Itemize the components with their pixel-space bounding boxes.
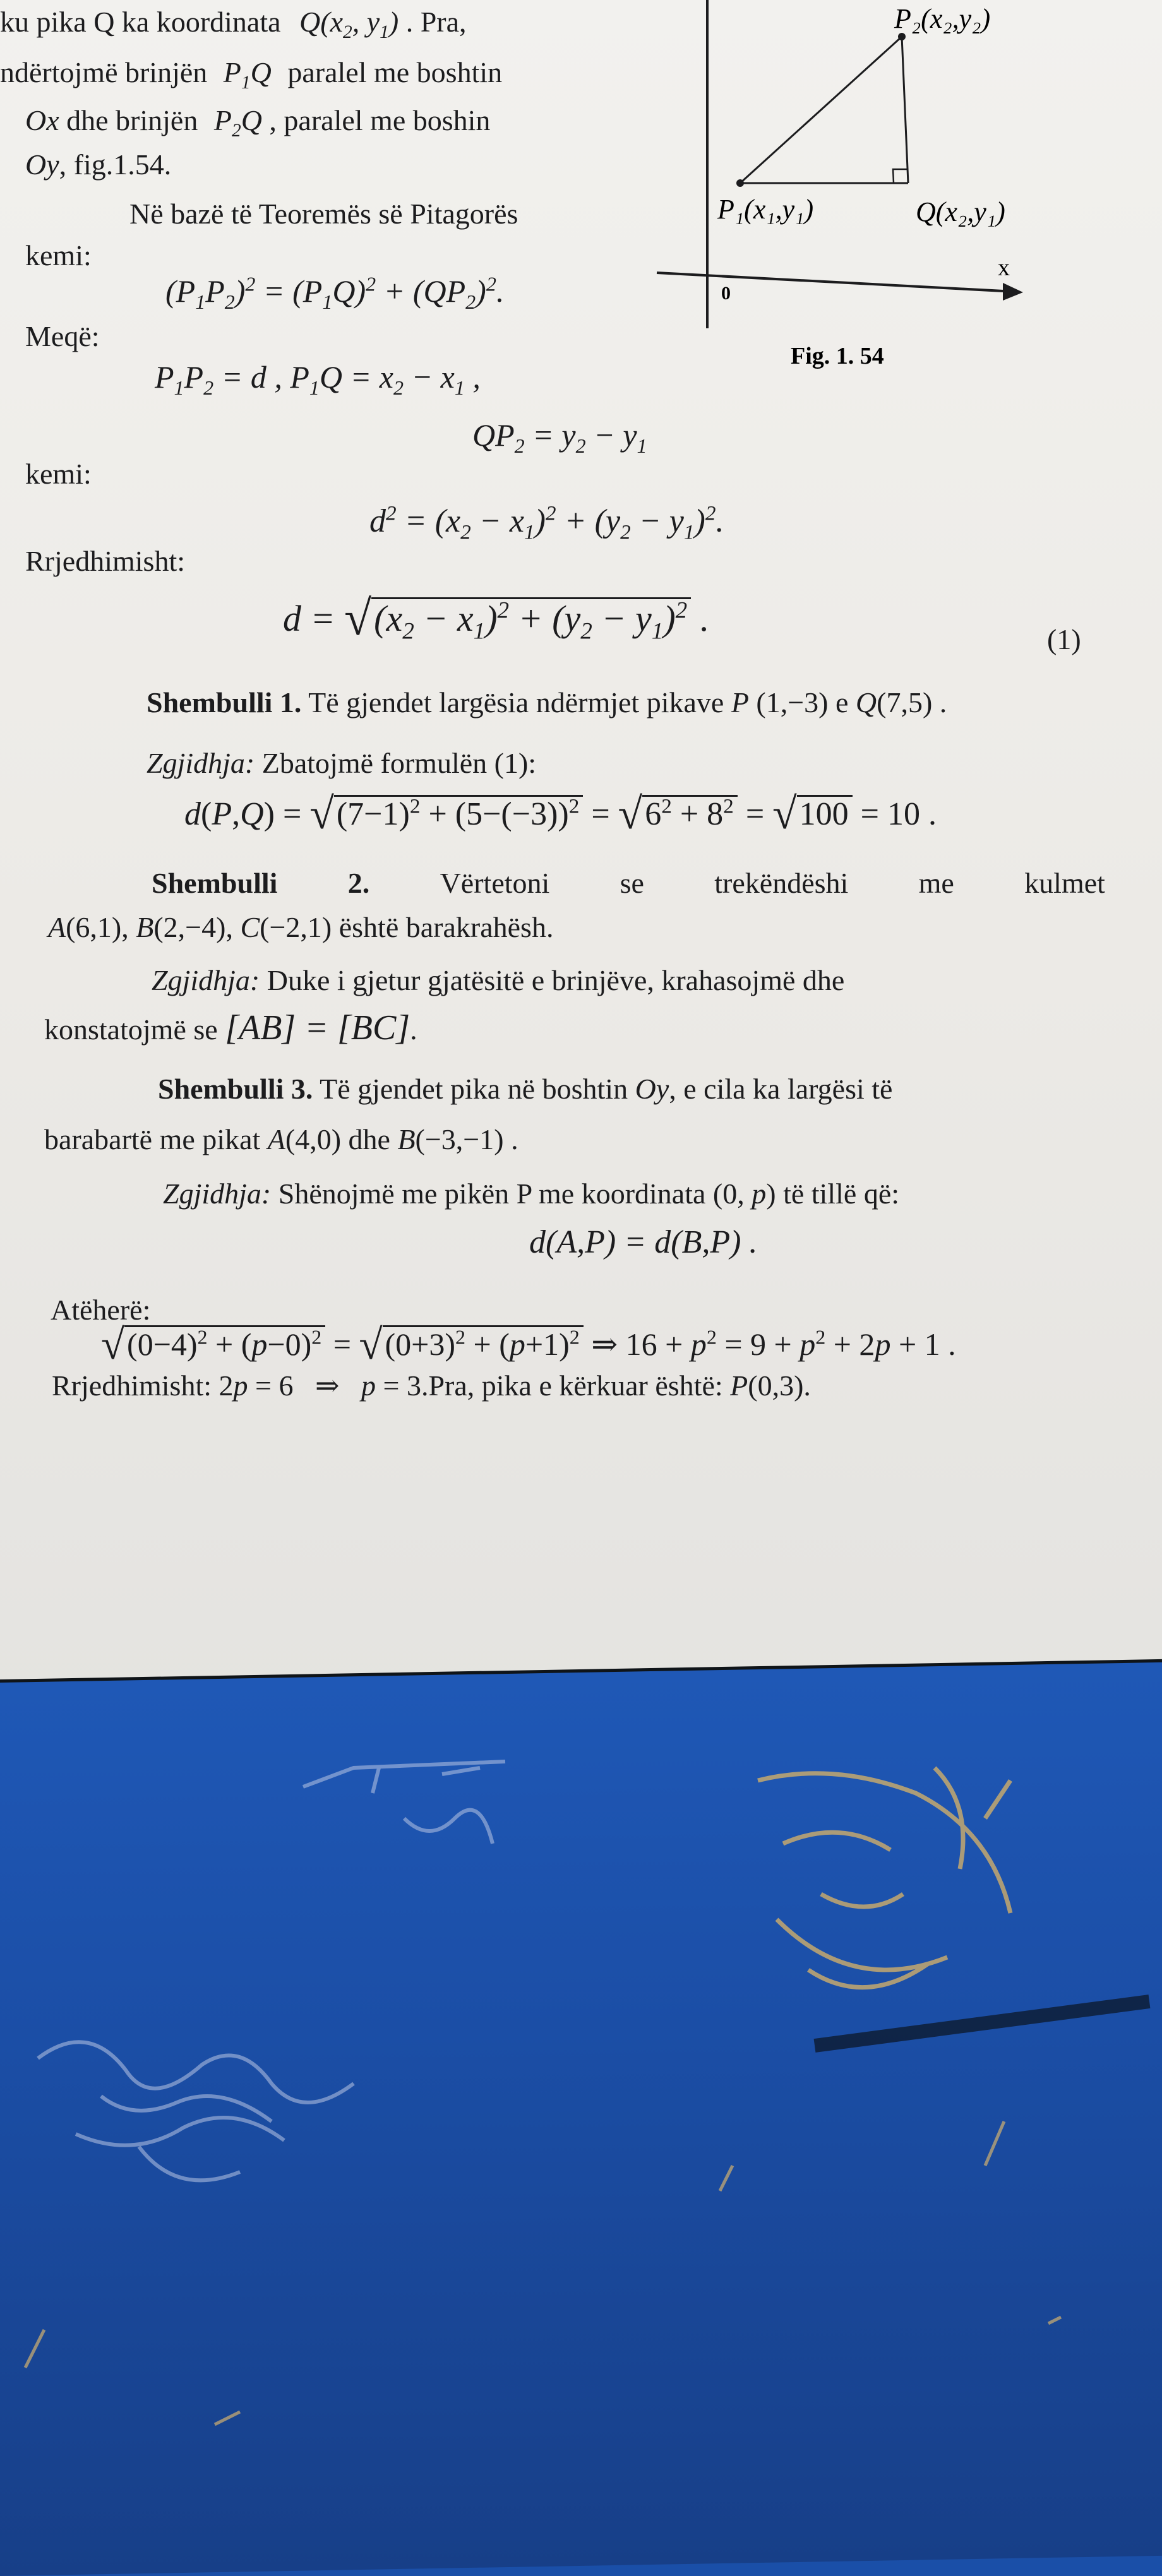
example-2-vertices: A(6,1), B(2,−4), C(−2,1) është barakrahësh. [48, 911, 554, 943]
text: të tillë që: [783, 1178, 900, 1210]
equation-pythagoras: $(P_1P_2)^2 = (P_1Q)^2 + (QP_2)^2$. [165, 272, 505, 313]
text: , paralel me boshin [269, 104, 491, 136]
small-scratches [25, 2121, 1061, 2424]
rrjedhimisht-label [25, 547, 185, 576]
math-p1q: $P_1Q$ [223, 56, 272, 93]
solution-label: Zgjidhja: [163, 1178, 272, 1210]
paragraph-line-3 [25, 104, 491, 141]
equation-distance-formula: $d = √(x_2 - x_1)^2 + (y_2 - y_1)^2$ . [283, 590, 710, 645]
text: Shënojmë me pikën P me koordinata [278, 1178, 706, 1210]
example-3-solution: Zgjidhja: Shënojmë me pikën P me koordinata (0, p) të tillë që: [163, 1178, 900, 1210]
example-title: Shembulli 3. [158, 1073, 313, 1105]
meqe-label [25, 322, 100, 351]
text: dhe brinjën [66, 104, 198, 136]
math-points-pq: P [731, 686, 749, 719]
word: se [620, 867, 644, 899]
text: dhe [348, 1123, 390, 1155]
text: , e cila ka largësi të [669, 1073, 893, 1105]
math-ox: Ox [25, 104, 59, 136]
kemi-label-1 [25, 241, 92, 270]
text: Duke i gjetur gjatësitë e brinjëve, krahasojmë dhe [267, 964, 845, 996]
paragraph-line-2 [0, 56, 503, 93]
label-q: Q(x₂,y₁) [916, 196, 1005, 227]
math-p2q: $P_2Q$ [213, 104, 262, 141]
example-3-equation: $√(0-4)^2 + (p-0)^2 = √(0+3)^2 + (p+1)^2$ ⇒ $16 + p^2 = 9 + p^2 + 2p + 1$ . [101, 1321, 956, 1368]
text: Meqë: [25, 320, 100, 352]
text: . Pra, [405, 6, 467, 38]
label-origin: 0 [721, 283, 731, 304]
text: barabartë me pikat [44, 1123, 261, 1155]
text: , fig.1.54. [59, 148, 172, 181]
text: Në bazë të Teoremës së Pitagorës [129, 198, 518, 230]
math-q-coords: $Q(x_2$, $y_1$) [299, 6, 399, 43]
example-2-statement [152, 869, 1105, 898]
word: trekëndëshi [714, 867, 849, 899]
text: Zbatojmë formulën (1): [261, 747, 537, 779]
paragraph-line-4 [25, 150, 171, 179]
point-p1 [736, 179, 744, 187]
example-2-conclusion: konstatojmë se [AB] = [BC]. [44, 1008, 417, 1047]
text: Të gjendet largësia ndërmjet pikave [308, 686, 724, 719]
x-axis [657, 273, 1015, 292]
text: ndërtojmë brinjën [0, 56, 208, 88]
paragraph-line-1 [0, 6, 467, 43]
word: kulmet [1024, 867, 1105, 899]
x-axis-arrow-icon [1003, 283, 1023, 301]
word: me [918, 867, 954, 899]
example-1-statement: Shembulli 1. Të gjendet largësia ndërmjet pikave P (1,−3) e Q(7,5) . [147, 686, 947, 719]
math-oy: Oy [25, 148, 59, 181]
text: Rrjedhimisht: [25, 545, 185, 577]
solution-label: Zgjidhja: [147, 747, 255, 779]
example-3-statement: Shembulli 3. Të gjendet pika në boshtin Oy, e cila ka largësi të [158, 1073, 893, 1105]
text: është barakrahësh. [338, 911, 554, 943]
text: Rrjedhimisht: [52, 1369, 212, 1402]
text: Atëherë: [51, 1294, 151, 1326]
text: kemi: [25, 239, 92, 271]
equation-number [1047, 625, 1081, 654]
example-title: Shembulli 1. [147, 686, 302, 719]
example-1-computation: $d(P,Q) = √(7-1)^2 + (5-(-3))^2 = √6^2 + 8^2 = √100 = 10$ . [184, 789, 937, 838]
word: Vërtetoni [440, 867, 550, 899]
example-3-line2: barabartë me pikat A(4,0) dhe B(−3,−1) . [44, 1123, 518, 1155]
label-x-axis: x [998, 254, 1010, 281]
example-1-solution [147, 749, 536, 778]
text: paralel me boshtin [287, 56, 503, 88]
text: konstatojmë se [44, 1013, 218, 1046]
text: (1) [1047, 623, 1081, 655]
figure-1-54 [657, 0, 1162, 369]
kemi-label-2 [25, 460, 92, 489]
example-3-condition: d(A,P) = d(B,P) . [529, 1224, 758, 1260]
example-number: 2. [347, 867, 370, 899]
text: Të gjendet pika në boshtin [320, 1073, 628, 1105]
example-3-conclusion: Rrjedhimisht: 2p = 6 ⇒ p = 3.Pra, pika e kërkuar është: P(0,3). [52, 1369, 811, 1402]
example-title: Shembulli [152, 867, 278, 899]
text: ku pika Q ka koordinata [0, 6, 281, 38]
example-2-solution [152, 966, 844, 995]
equation-d-def: $P_1P_2 = d$ , $P_1Q = x_2 - x_1$ , [155, 359, 481, 399]
carved-face-drawing [758, 1768, 1010, 1988]
solution-label: Zgjidhja: [152, 964, 260, 996]
pythagoras-line [129, 200, 518, 229]
scratch-lines [38, 1762, 505, 2180]
text: kemi: [25, 458, 92, 490]
figure-caption: Fig. 1. 54 [791, 343, 884, 369]
right-angle-mark [893, 169, 907, 183]
hypotenuse-p1p2 [740, 37, 902, 183]
text: .Pra, pika e kërkuar është: [421, 1369, 723, 1402]
desk-scratches [0, 1705, 1162, 2576]
label-p2: P₂(x₂,y₂) [894, 3, 991, 34]
side-qp2 [902, 37, 908, 183]
equation-qp2: $QP_2 = y_2 - y_1$ [472, 417, 647, 457]
dark-scratch [815, 2001, 1149, 2046]
equation-d-squared: $d^2 = (x_2 - x_1)^2 + (y_2 - y_1)^2$. [369, 501, 724, 544]
label-p1: P₁(x₁,y₁) [717, 194, 814, 225]
